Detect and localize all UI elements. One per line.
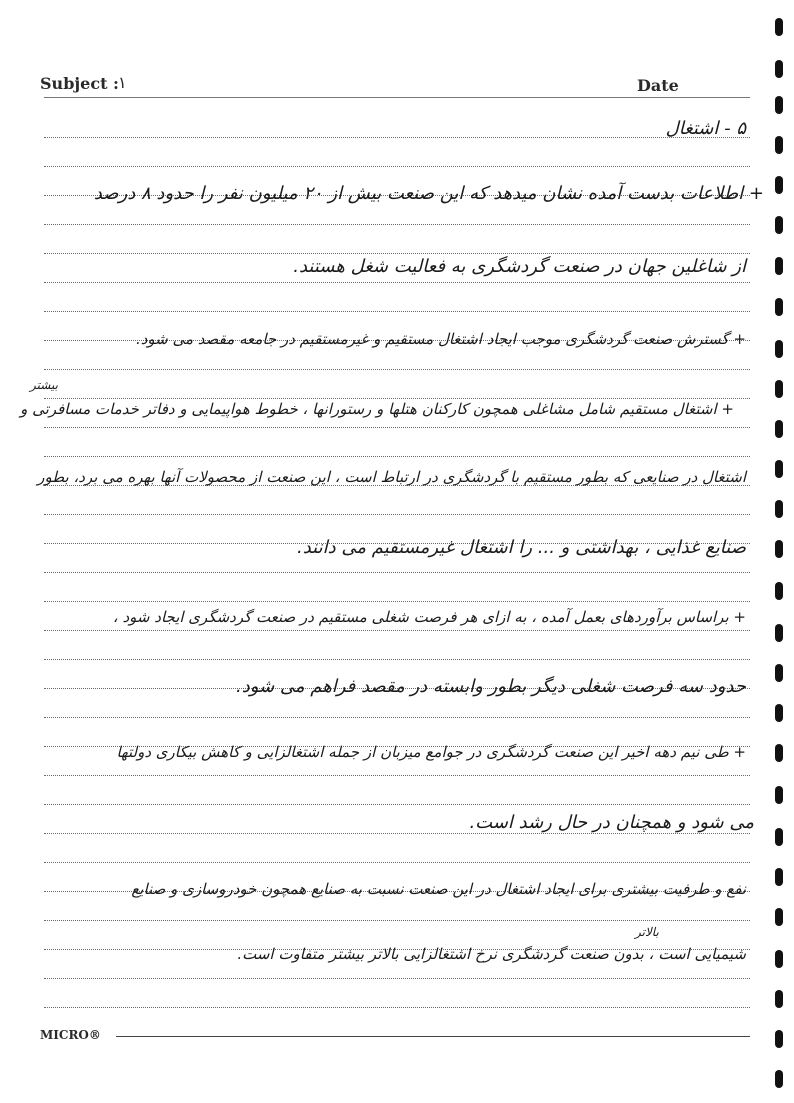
ruled-line bbox=[44, 427, 750, 428]
binding-hole bbox=[775, 257, 783, 275]
ruled-line bbox=[44, 833, 750, 834]
binding-hole bbox=[775, 1030, 783, 1048]
handwritten-line: حدود سه فرصت شغلی دیگر بطور وابسته در مقصد فراهم می شود. bbox=[236, 676, 746, 697]
binding-hole bbox=[775, 136, 783, 154]
binding-hole bbox=[775, 420, 783, 438]
ruled-line bbox=[44, 369, 750, 370]
header-rule bbox=[44, 97, 750, 98]
ruled-line bbox=[44, 862, 750, 863]
brand-logo: MICRO® bbox=[40, 1028, 101, 1042]
ruled-line bbox=[44, 775, 750, 776]
ruled-line bbox=[44, 224, 750, 225]
binding-hole bbox=[775, 96, 783, 114]
handwritten-line: شیمیایی است ، بدون صنعت گردشگری نرخ اشتغالزایی بالاتر بیشتر متفاوت است. bbox=[237, 945, 746, 963]
handwritten-line: صنایع غذایی ، بهداشتی و ... را اشتغال غیرمستقیم می دانند. bbox=[297, 537, 746, 558]
binding-hole bbox=[775, 500, 783, 518]
binding-hole bbox=[775, 744, 783, 762]
ruled-line bbox=[44, 630, 750, 631]
ruled-line bbox=[44, 804, 750, 805]
ruled-line bbox=[44, 601, 750, 602]
handwritten-line: از شاغلین جهان در صنعت گردشگری به فعالیت شغل هستند. bbox=[293, 256, 746, 277]
handwritten-line: + اطلاعات بدست آمده نشان میدهد که این صنعت بیش از ۲۰ میلیون نفر را حدود ۸ درصد bbox=[93, 183, 764, 204]
ruled-line bbox=[44, 978, 750, 979]
binding-hole bbox=[775, 582, 783, 600]
insertion-annotation: بالاتر bbox=[635, 925, 659, 939]
binding-hole bbox=[775, 950, 783, 968]
date-label: Date bbox=[637, 76, 679, 95]
binding-hole bbox=[775, 704, 783, 722]
section-heading: ۵ - اشتغال bbox=[665, 118, 746, 139]
binding-hole bbox=[775, 298, 783, 316]
ruled-line bbox=[44, 920, 750, 921]
handwritten-line: + گسترش صنعت گردشگری موجب ایجاد اشتغال مستقیم و غیرمستقیم در جامعه مقصد می شود. bbox=[135, 330, 746, 348]
ruled-line bbox=[44, 514, 750, 515]
binding-hole bbox=[775, 216, 783, 234]
binding-hole bbox=[775, 624, 783, 642]
ruled-line bbox=[44, 1007, 750, 1008]
handwritten-line: + براساس برآوردهای بعمل آمده ، به ازای هر فرصت شغلی مستقیم در صنعت گردشگری ایجاد شود ، bbox=[112, 608, 746, 626]
ruled-line bbox=[44, 253, 750, 254]
binding-hole bbox=[775, 60, 783, 78]
binding-hole bbox=[775, 786, 783, 804]
subject-value: ١ bbox=[118, 73, 127, 92]
binding-hole bbox=[775, 990, 783, 1008]
binding-hole bbox=[775, 340, 783, 358]
binding-hole bbox=[775, 908, 783, 926]
ruled-line bbox=[44, 717, 750, 718]
handwritten-line: + اشتغال مستقیم شامل مشاغلی همچون کارکنان هتلها و رستورانها ، خطوط هواپیمایی و دفاتر خدمات مسافرتی و bbox=[20, 400, 734, 418]
ruled-line bbox=[44, 572, 750, 573]
ruled-line bbox=[44, 659, 750, 660]
handwritten-line: نفع و طرفیت بیشتری برای ایجاد اشتغال در این صنعت نسبت به صنایع همچون خودروسازی و صنایع bbox=[131, 880, 746, 898]
binding-hole bbox=[775, 380, 783, 398]
binding-hole bbox=[775, 176, 783, 194]
handwritten-line: + طی نیم دهه اخیر این صنعت گردشگری در جوامع میزبان از جمله اشتغالزایی و کاهش بیکاری دولتها bbox=[116, 743, 746, 761]
handwritten-line: اشتغال در صنایعی که بطور مستقیم با گردشگری در ارتباط است ، این صنعت از محصولات آنها بهره می برد، بطور bbox=[37, 468, 746, 486]
binding-hole bbox=[775, 1070, 783, 1088]
binding-hole bbox=[775, 18, 783, 36]
binding-hole bbox=[775, 868, 783, 886]
binding-hole bbox=[775, 828, 783, 846]
ruled-line bbox=[44, 282, 750, 283]
ruled-line bbox=[44, 398, 750, 399]
subject-label: Subject : bbox=[40, 74, 119, 93]
ruled-line bbox=[44, 166, 750, 167]
binding-hole bbox=[775, 460, 783, 478]
binding-hole bbox=[775, 540, 783, 558]
margin-annotation: بیشتر bbox=[30, 378, 58, 392]
ruled-line bbox=[44, 311, 750, 312]
ruled-line bbox=[44, 456, 750, 457]
binding-hole bbox=[775, 664, 783, 682]
ruled-line bbox=[44, 137, 750, 138]
handwritten-line: می شود و همچنان در حال رشد است. bbox=[469, 812, 754, 833]
footer-rule bbox=[116, 1036, 750, 1037]
